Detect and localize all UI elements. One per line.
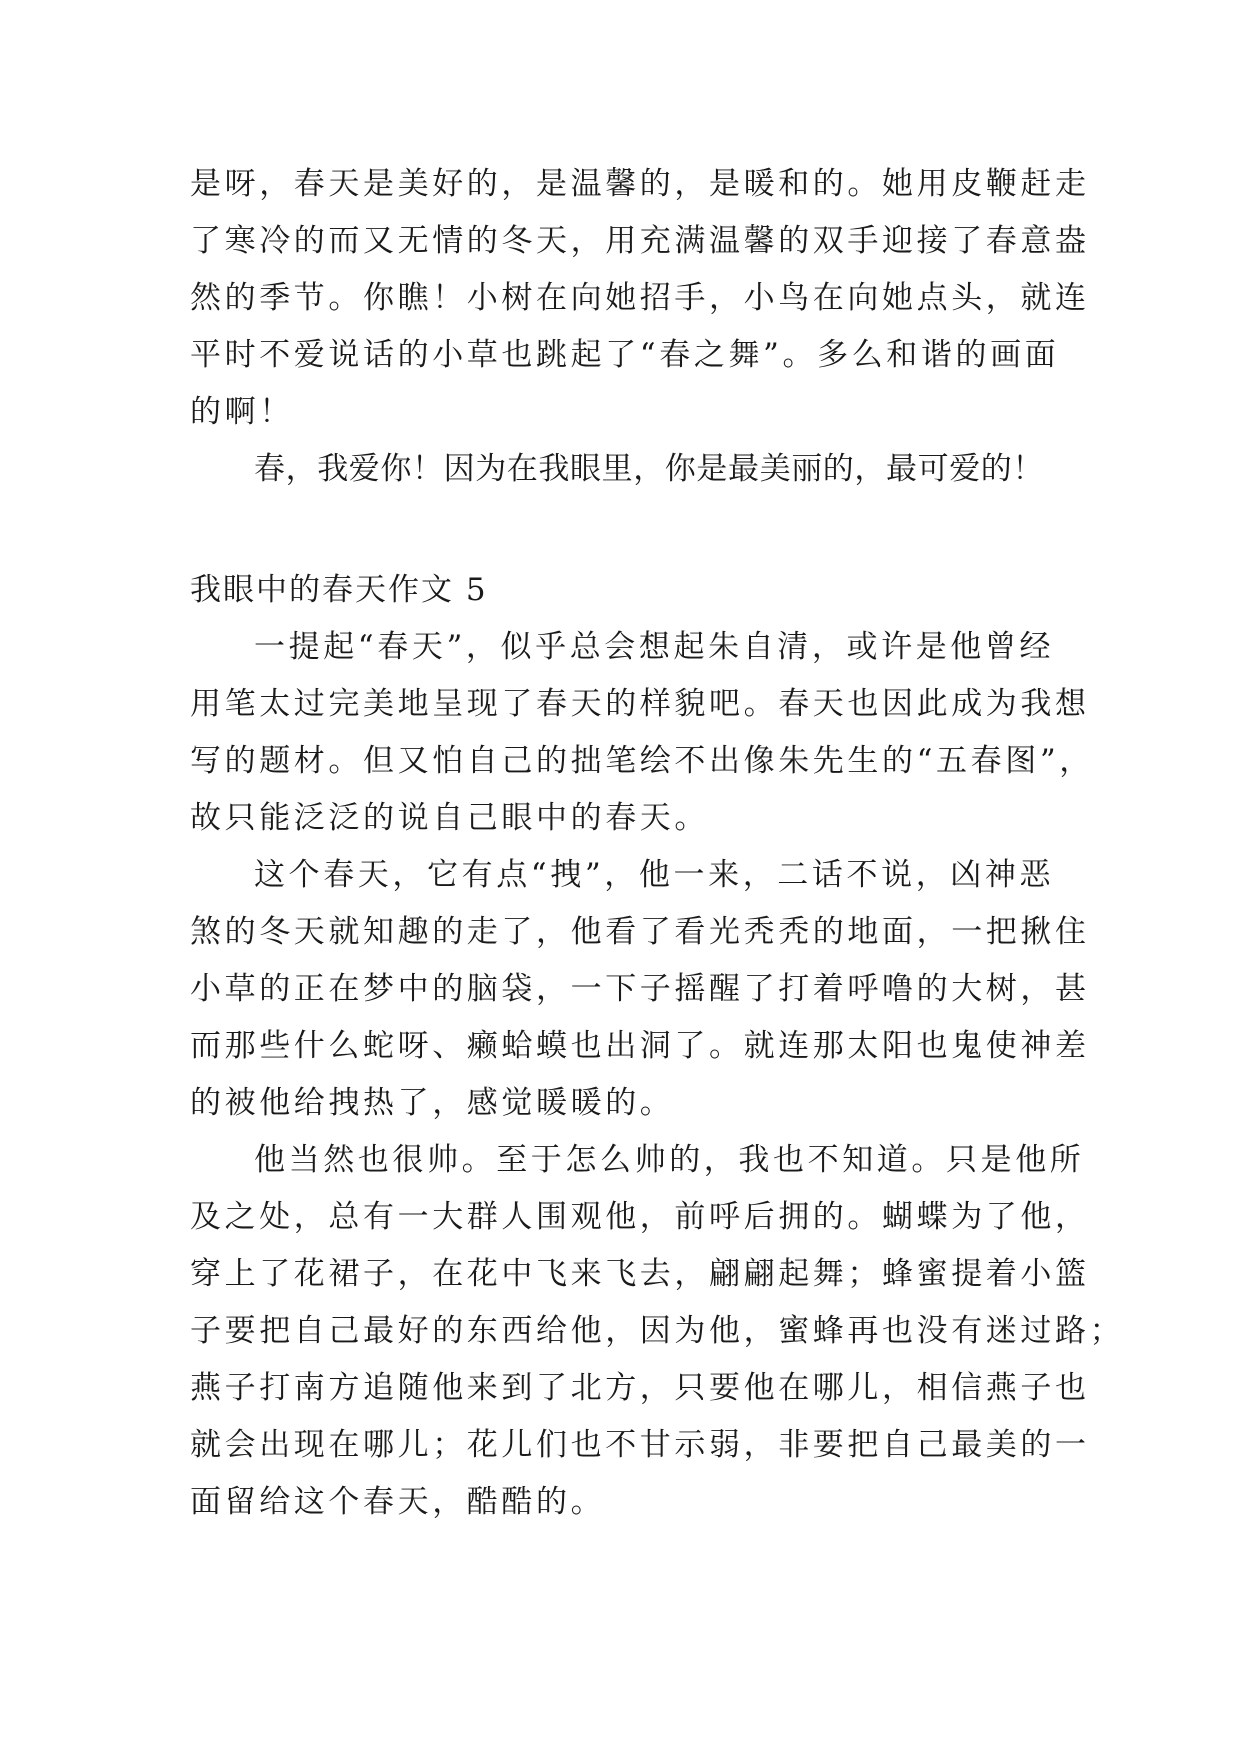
paragraph-line: 燕子打南方追随他来到了北方，只要他在哪儿，相信燕子也 bbox=[190, 1370, 1090, 1406]
paragraph-line: 写的题材。但又怕自己的拙笔绘不出像朱先生的“五春图”， bbox=[190, 743, 1094, 779]
paragraph-line: 故只能泛泛的说自己眼中的春天。 bbox=[190, 800, 709, 836]
paragraph-line: 而那些什么蛇呀、癞蛤蟆也出洞了。就连那太阳也鬼使神差 bbox=[190, 1028, 1090, 1064]
paragraph-line: 一提起“春天”，似乎总会想起朱自清，或许是他曾经 bbox=[254, 629, 1055, 665]
paragraph-line: 然的季节。你瞧！小树在向她招手，小鸟在向她点头，就连 bbox=[190, 280, 1090, 316]
essay-title: 我眼中的春天作文 5 bbox=[190, 572, 488, 608]
paragraph-line: 煞的冬天就知趣的走了，他看了看光秃秃的地面，一把揪住 bbox=[190, 914, 1090, 950]
paragraph-line: 面留给这个春天，酷酷的。 bbox=[190, 1484, 606, 1520]
paragraph-line: 子要把自己最好的东西给他，因为他，蜜蜂再也没有迷过路； bbox=[190, 1313, 1125, 1349]
paragraph-line: 他当然也很帅。至于怎么帅的，我也不知道。只是他所 bbox=[254, 1142, 1085, 1178]
paragraph-line: 穿上了花裙子，在花中飞来飞去，翩翩起舞；蜂蜜提着小篮 bbox=[190, 1256, 1090, 1292]
paragraph-line: 这个春天，它有点“拽”，他一来，二话不说，凶神恶 bbox=[254, 857, 1055, 893]
paragraph-line: 平时不爱说话的小草也跳起了“春之舞”。多么和谐的画面 bbox=[190, 337, 1060, 373]
paragraph-line: 小草的正在梦中的脑袋，一下子摇醒了打着呼噜的大树，甚 bbox=[190, 971, 1090, 1007]
paragraph-line: 及之处，总有一大群人围观他，前呼后拥的。蝴蝶为了他， bbox=[190, 1199, 1090, 1235]
paragraph-line: 就会出现在哪儿；花儿们也不甘示弱，非要把自己最美的一 bbox=[190, 1427, 1090, 1463]
closing-line: 春，我爱你！因为在我眼里，你是最美丽的，最可爱的！ bbox=[254, 451, 1044, 487]
paragraph-line: 是呀，春天是美好的，是温馨的，是暖和的。她用皮鞭赶走 bbox=[190, 166, 1090, 202]
paragraph-line: 用笔太过完美地呈现了春天的样貌吧。春天也因此成为我想 bbox=[190, 686, 1090, 722]
paragraph-line: 了寒冷的而又无情的冬天，用充满温馨的双手迎接了春意盎 bbox=[190, 223, 1090, 259]
paragraph-line: 的被他给拽热了，感觉暖暖的。 bbox=[190, 1085, 675, 1121]
paragraph-line: 的啊！ bbox=[190, 394, 294, 430]
